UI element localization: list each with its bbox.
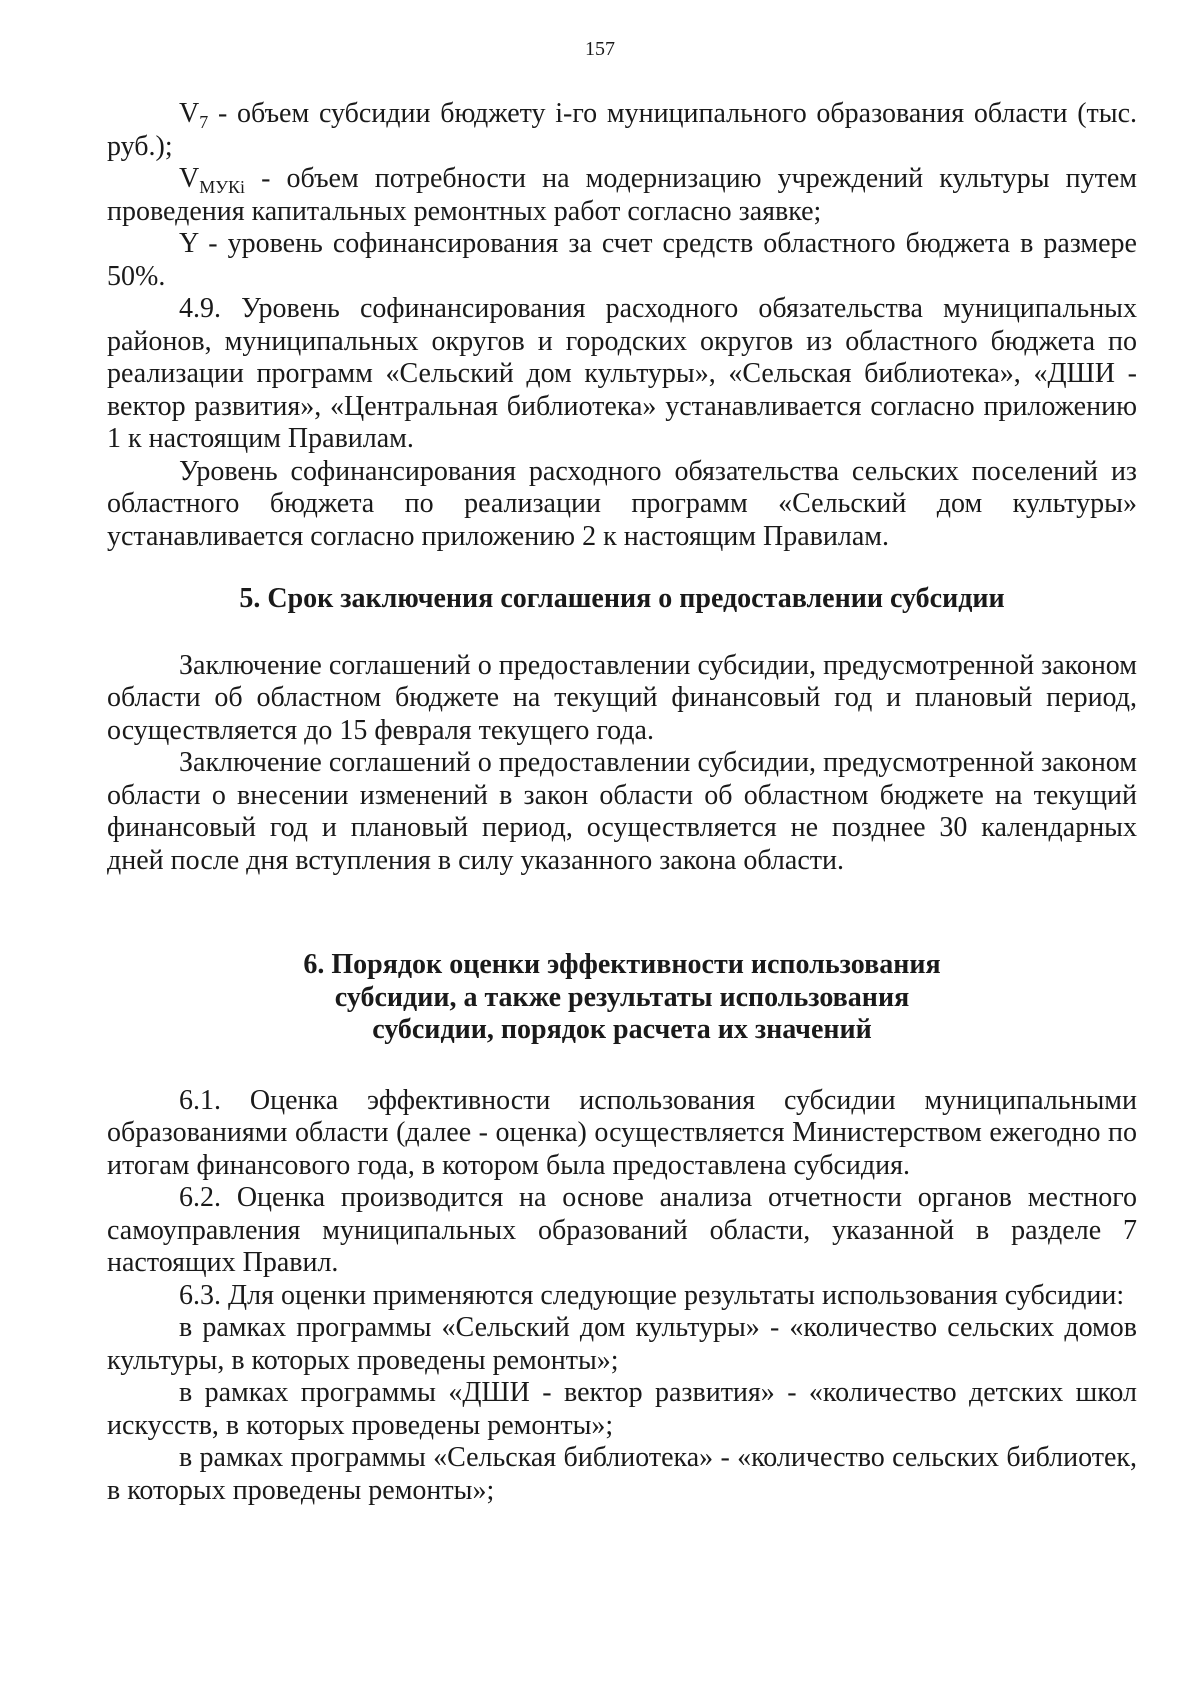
section-6-title-line-1: 6. Порядок оценки эффективности использования [303, 949, 941, 980]
definition-y: Y - уровень софинансирования за счет средств областного бюджета в размере 50%. [107, 228, 1137, 292]
definition-vmuki: $V_{МУКi}$ - объем потребности на модернизацию учреждений культуры путем проведения капитальных ремонтных работ согласно заявке; [107, 163, 1137, 227]
result-rural-culture-house: в рамках программы «Сельский дом культуры» - «количество сельских домов культуры, в которых проведены ремонты»; [107, 1312, 1137, 1376]
section-5-paragraph-1: Заключение соглашений о предоставлении субсидии, предусмотренной законом области об областном бюджете на текущий финансовый год и плановый период, осуществляется до 15 февраля текущего года. [107, 649, 1137, 746]
section-5-paragraph-2: Заключение соглашений о предоставлении субсидии, предусмотренной законом области о внесении изменений в закон области об областном бюджете на текущий финансовый год и плановый период, осуществляется не позднее 30 календарных дней после дня вступления в силу указанного закона области. [107, 747, 1137, 876]
result-art-schools: в рамках программы «ДШИ - вектор развития» - «количество детских школ искусств, в которых проведены ремонты»; [107, 1377, 1137, 1441]
page-content [107, 98, 1137, 1507]
paragraph-6-2: 6.2. Оценка производится на основе анализа отчетности органов местного самоуправления муниципальных образований области, указанной в разделе 7 настоящих Правил. [107, 1182, 1137, 1278]
paragraph-4-9: 4.9. Уровень софинансирования расходного обязательства муниципальных районов, муниципальных округов и городских округов из областного бюджета по реализации программ «Сельский дом культуры», «Сельская библиотека», «ДШИ - вектор развития», «Центральная библиотека» устанавливается согласно приложению 1 к настоящим Правилам. [107, 293, 1137, 454]
section-6-title-line-2: субсидии, а также результаты использования [334, 981, 910, 1013]
section-5-title: 5. Срок заключения соглашения о предоставлении субсидии [239, 583, 1005, 614]
result-rural-library: в рамках программы «Сельская библиотека» - «количество сельских библиотек, в которых проведены ремонты»; [107, 1442, 1137, 1506]
page-number: 157 [585, 38, 615, 60]
section-6-title [107, 949, 1137, 1047]
definition-v7: $V_7$ - объем субсидии бюджету i-го муниципального образования области (тыс. руб.); [107, 98, 1137, 162]
paragraph-6-1: 6.1. Оценка эффективности использования субсидии муниципальными образованиями области (далее - оценка) осуществляется Министерством ежегодно по итогам финансового года, в котором была предоставлена субсидия. [107, 1084, 1137, 1181]
section-6-title-line-3: субсидии, порядок расчета их значений [372, 1014, 872, 1045]
paragraph-rural-settlements: Уровень софинансирования расходного обязательства сельских поселений из областного бюджета по реализации программ «Сельский дом культуры» устанавливается согласно приложению 2 к настоящим Правилам. [107, 455, 1137, 552]
paragraph-6-3: 6.3. Для оценки применяются следующие результаты использования субсидии: [179, 1279, 1125, 1311]
